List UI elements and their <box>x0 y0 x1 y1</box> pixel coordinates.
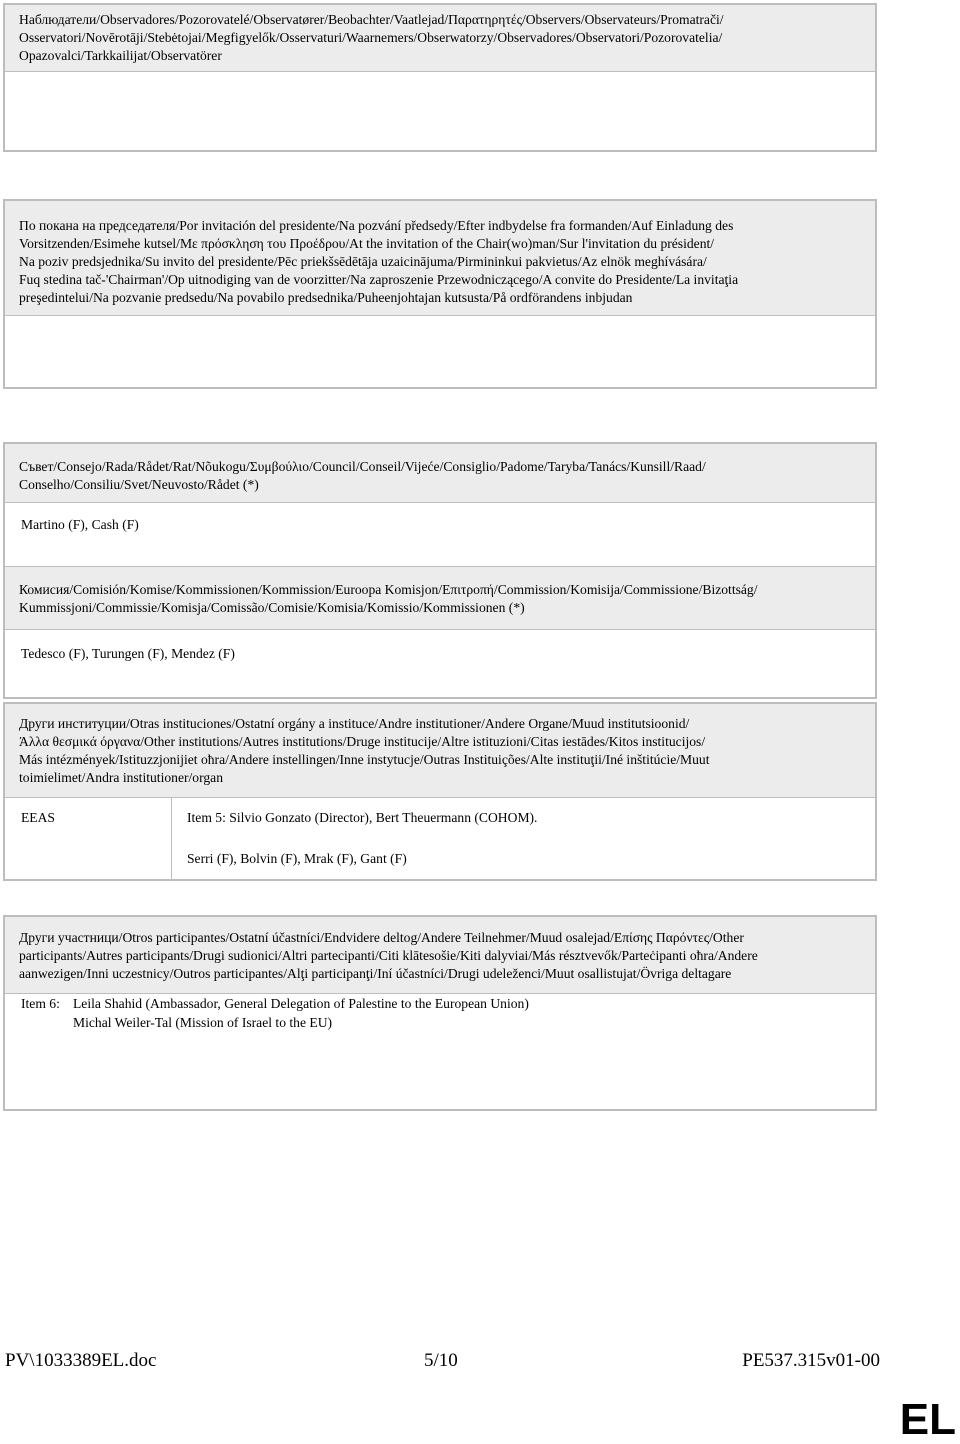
header-line: Други институции/Otras instituciones/Ostatní orgány a instituce/Andre institutioner/Andere Organe/Muud institutsioonid/ <box>19 716 690 731</box>
eeas-line-2: Serri (F), Bolvin (F), Mrak (F), Gant (F) <box>187 851 407 866</box>
header-line: Osservatori/Novērotāji/Stebėtojai/Megfigyelők/Osservaturi/Waarnemers/Obserwatorzy/Observadores/Observatori/Pozorovatelia/ <box>19 30 723 45</box>
other-institutions-section <box>3 702 877 881</box>
header-line: Други участници/Otros participantes/Ostatní účastníci/Endvidere deltog/Andere Teilnehmer/Muud osalejad/Επίσης Παρόντες/Other <box>19 930 744 945</box>
other-participants-section <box>3 915 877 1111</box>
observers-section <box>3 3 877 152</box>
eeas-line-1: Item 5: Silvio Gonzato (Director), Bert Theuermann (COHOM). <box>187 810 538 825</box>
footer-page-number: 5/10 <box>424 1350 458 1371</box>
header-line: Наблюдатели/Observadores/Pozorovatelé/Observatører/Beobachter/Vaatlejad/Παρατηρητές/Observers/Observateurs/Promatrači/ <box>19 12 724 27</box>
header-line: aanwezigen/Inni uczestnicy/Outros participantes/Alţi participanţi/Iní účastníci/Drugi udeleženci/Muut osallistujat/Övriga deltagare <box>19 966 732 981</box>
header-line: По покана на председателя/Por invitación del presidente/Na pozvání předsedy/Efter indbydelse fra formanden/Auf Einladung des <box>19 218 734 233</box>
item-label: Item 6: <box>21 996 60 1011</box>
council-members: Martino (F), Cash (F) <box>21 517 139 532</box>
org-name: EEAS <box>21 810 55 825</box>
header-line: Opazovalci/Tarkkailijat/Observatörer <box>19 48 222 63</box>
header-line: Más intézmények/Istituzzjonijiet oħra/Andere instellingen/Inne instytucje/Outras Instituições/Alte instituţii/Iné inštitúcie/Muut <box>19 752 710 767</box>
invitation-section <box>3 199 877 389</box>
header-line: Na poziv predsjednika/Su invito del presidente/Pēc priekšsēdētāja uzaicinājuma/Pirmininkui pakvietus/Az elnök meghívására/ <box>19 254 707 269</box>
header-line: Комисия/Comisión/Komise/Kommissionen/Kommission/Euroopa Komisjon/Επιτροπή/Commission/Komisija/Commissione/Bizottság/ <box>19 582 758 597</box>
council-commission-section <box>3 442 877 699</box>
divider <box>5 797 875 798</box>
footer-doc-id: PV\1033389EL.doc <box>5 1350 157 1371</box>
commission-members: Tedesco (F), Turungen (F), Mendez (F) <box>21 646 235 661</box>
participant-line-2: Michal Weiler-Tal (Mission of Israel to the EU) <box>73 1015 333 1030</box>
invitation-header <box>5 201 875 316</box>
header-line: Vorsitzenden/Esimehe kutsel/Με πρόσκληση του Προέδρου/At the invitation of the Chair(wo)man/Sur l'invitation du président/ <box>19 236 715 251</box>
header-line: Άλλα θεσμικά όργανα/Other institutions/Autres institutions/Druge institucije/Altre istituzioni/Citas iestādes/Kitos institucijos/ <box>19 734 706 749</box>
other-institutions-header <box>5 704 875 798</box>
header-line: preşedintelui/Na pozvanie predsedu/Na povabilo predsednika/Puheenjohtajan kutsusta/På ordförandens inbjudan <box>19 290 633 305</box>
header-line: Съвет/Consejo/Rada/Rådet/Rat/Nõukogu/Συμβούλιο/Council/Conseil/Vijeće/Consiglio/Padome/Taryba/Tanács/Kunsill/Raad/ <box>19 459 706 474</box>
header-line: Fuq stedina tač-'Chairman'/Op uitnodiging van de voorzitter/Na zaproszenie Przewodniczącego/A convite do Presidente/La invitaţia <box>19 272 739 287</box>
language-code: EL <box>899 1395 956 1444</box>
participant-line-1: Leila Shahid (Ambassador, General Delegation of Palestine to the European Union) <box>73 996 529 1011</box>
observers-header <box>5 5 875 72</box>
other-participants-header <box>5 917 875 994</box>
commission-header <box>5 566 875 630</box>
header-line: participants/Autres participants/Drugi sudionici/Altri partecipanti/Citi klātesošie/Kiti dalyviai/Más résztvevők/Parteċipanti oħra/Andere <box>19 948 758 963</box>
footer-reference: PE537.315v01-00 <box>742 1350 880 1371</box>
header-line: toimielimet/Andra institutioner/organ <box>19 770 223 785</box>
council-header <box>5 444 875 503</box>
header-line: Kummissjoni/Commissie/Komisja/Comissão/Comisie/Komisia/Komissio/Kommissionen (*) <box>19 600 525 615</box>
header-line: Conselho/Consiliu/Svet/Neuvosto/Rådet (*) <box>19 477 259 492</box>
